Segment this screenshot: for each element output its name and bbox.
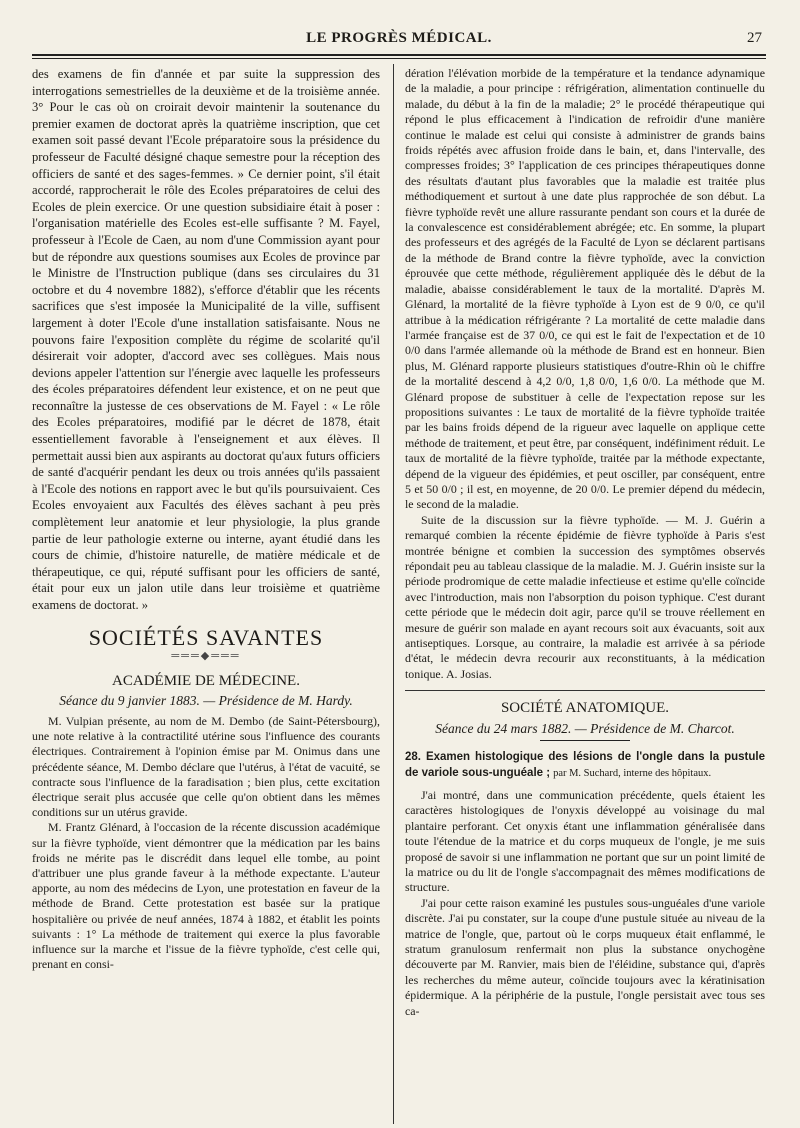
body-paragraph: M. Vulpian présente, au nom de M. Dembo (de Saint-Pétersbourg), une note relative à la contractilité utérine sous l'influence des courants électriques. Contrairement à l'opinion émise par M. Onimus dans une précédente séance, M. Dembo déclare que l'utérus, à l'état de vacuité, se contracte sous l'influence de la faradisation ; bien plus, cette excitation électrique serait plus accusée que celle qu'on obtient dans les mêmes conditions sur un utérus gravide.	[32, 713, 380, 820]
running-header	[32, 30, 766, 52]
body-paragraph: J'ai pour cette raison examiné les pustules sous-unguéales d'une variole discrète. J'ai pu constater, sur la coupe d'une pustule située au niveau de la matrice de l'ongle, que, partout où le corps muqueux était enflammé, le stratum granulosum renfermait non plus la substance onychogène découverte par M. Ranvier, mais bien de l'éléidine, substance qui, d'après les recherches du même auteur, coïncide toujours avec la kératinisation épidermique. A la périphérie de la pustule, l'ongle persistait avec tous ses ca-	[405, 895, 765, 1018]
article-byline: par M. Suchard, interne des hôpitaux.	[553, 768, 712, 780]
body-paragraph: Suite de la discussion sur la fièvre typhoïde. — M. J. Guérin a remarqué combien la récente épidémie de fièvre typhoïde à Paris s'est montrée bénigne et combien la succession des symptômes observés répondait peu au tableau classique de la maladie. M. J. Guérin insiste sur la période prodromique de cette maladie infectieuse et estime qu'elle coïncide avec l'introduction, mais non l'absorption du poison typhique. C'est durant cette période que le médecin doit agir, parce qu'il se trouve réellement en mesure de guérir son malade en ayant recours soit aux évacuants, soit aux antiseptiques. Lorsque, au contraire, la maladie est arrivée à sa période d'état, le médecin devra recourir aux reconstituants, à la médication tonique. A. Josias.	[405, 512, 765, 681]
body-paragraph: J'ai montré, dans une communication précédente, quels étaient les caractères histologiques de l'onyxis développé au voisinage du mal plantaire perforant. Cet onyxis étant une inflammation généralisée dans toute l'étendue de la matrice et du corps muqueux de l'ongle, je me suis proposé de savoir si une inflammation ne portant que sur un point limité de la matrice ou du lit de l'ongle s'accompagnait des mêmes modifications de structure.	[405, 787, 765, 895]
left-column	[32, 66, 380, 972]
body-paragraph: M. Frantz Glénard, à l'occasion de la récente discussion académique sur la fièvre typhoïde, vient démontrer que la médication par les bains froids ne mérite pas le discrédit dans lequel elle tombe, au point d'attribuer une plus grande faveur à la méthode expectante. L'auteur apporte, au nom des médecins de Lyon, une protestation en faveur de la méthode de Brand. Cette protestation est basée sur la pratique hospitalière ou privée de neuf années, 1874 à 1882, et établit les points suivants : 1° La méthode de traitement qui exerce la plus favorable influence sur la marche et l'issue de la fièvre typhoïde, c'est celle qui, prenant en consi-	[32, 820, 380, 972]
short-rule	[540, 740, 630, 741]
page-number: 27	[747, 30, 762, 46]
seance-line: Séance du 9 janvier 1883. — Présidence de M. Hardy.	[59, 693, 353, 709]
section-title: SOCIÉTÉS SAVANTES	[88, 624, 324, 650]
header-rule-thin	[32, 58, 766, 59]
society-heading: ACADÉMIE DE MÉDECINE.	[112, 672, 300, 689]
section-rule	[405, 690, 765, 691]
article-title: 28. Examen histologique des lésions de l'ongle dans la pustule de variole sous-unguéale ;	[405, 751, 765, 780]
seance-line: Séance du 24 mars 1882. — Présidence de M. Charcot.	[435, 720, 735, 736]
ornament: ═══◆═══	[171, 650, 241, 663]
header-rule-thick	[32, 54, 766, 56]
body-paragraph: dération l'élévation morbide de la température et la tendance adynamique de la maladie, a pour principe : réfrigération, alimentation continuelle du malade, du début à la fin de la maladie; 2° le procédé thérapeutique qui répond le plus efficacement à l'indication de refroidir d'une manière continue le malade est celui qui consiste à administrer de grands bains froids répétés avec affusion froide dans le bain, et, dans l'intervalle, des compresses froides; 3° l'application de ces principes thérapeutiques donne des résultats d'autant plus favorables que la maladie est traitée plus méthodiquement et surtout à une date plus rapprochée de son début. La fièvre typhoïde revêt une allure rassurante pendant son cours et la durée de la convalescence est considérablement abrégée; etc. En somme, la plupart des professeurs et des agrégés de la Faculté de Lyon se déclarent partisans de la méthode de Brand contre la fièvre typhoïde, avec la conviction éprouvée que cette méthode, régulièrement appliquée dès le début de la maladie, abaisse considérablement le taux de la mortalité. D'après M. Glénard, la mortalité de la fièvre typhoïde à Lyon est de 9 0/0, ce qu'il attribue à la médication réfrigérante ? La mortalité de cette maladie dans l'armée française est de 37 0/0, ce qui est le fait de l'expectation et de 10 0/0 dans l'armée allemande où la méthode de Brand est en honneur. Bien plus, M. Glénard rapporte plusieurs statistiques d'outre-Rhin où le chiffre de la mortalité descend à 4,2 0/0, 1,8 0/0, 1,6 0/0. La méthode que M. Glénard propose de substituer à celle de l'expectation repose sur les propositions suivantes : Le taux de mortalité de la fièvre typhoïde traitée par les bains froids dépend de la rigueur avec laquelle on applique cette méthode de traitement, et peut être, par conséquent, indéfiniment réduit. Le taux de mortalité de la fièvre typhoïde, traitée par la méthode expectante, dépend de la vigueur des épidémies, et peut osciller, par conséquent, entre 5 et 50 0/0 ; il est, en moyenne, de 20 0/0. Le premier dépend du médecin, le second de la maladie.	[405, 66, 765, 512]
society-heading: SOCIÉTÉ ANATOMIQUE.	[500, 700, 670, 717]
journal-title: LE PROGRÈS MÉDICAL.	[306, 30, 492, 46]
body-paragraph: des examens de fin d'année et par suite la suppression des interrogations semestrielles de la deuxième et de la troisième année. 3° Pour le cas où on croirait devoir maintenir la soutenance du premier examen de doctorat après la quatrième inscription, que cet examen soit passé devant l'Ecole préparatoire sous la présidence du professeur de Faculté désigné chaque semestre pour la réception des officiers de santé et des sages-femmes. » Ce dernier point, s'il était accordé, rapprocherait le rôle des Ecoles préparatoires de celui des Ecoles de plein exercice. Or une question subsidiaire était à poser : l'organisation matérielle des Ecoles est-elle suffisante ? M. Fayel, professeur à l'Ecole de Caen, au nom d'une Commission ayant pour but de répondre aux questions soumises aux Ecoles de province par le Ministre de l'Instruction publique (dans ses circulaires du 31 octobre et du 4 novembre 1882), s'efforce d'établir que les récents sacrifices que s'est imposée la Municipalité de la ville, suffisent largement à doter l'Ecole d'une installation satisfaisante. Nous ne pouvons faire l'exposition complète du régime de scolarité qu'il désirerait voir adopter, d'accord avec ses collègues. Mais nous devions appeler l'attention sur l'énergie avec laquelle les professeurs des écoles préparatoires défendent leur existence, et on ne peut que reconnaître la justesse de ces observations de M. Fayel : « Le rôle des Ecoles préparatoires, modifié par le décret de 1878, était essentiellement favorable à l'enseignement et aux élèves. Il permettait aussi bien aux aspirants au doctorat qu'aux futurs officiers de santé d'acquérir pendant les deux ou trois années qu'ils passaient à l'Ecole des notions en rapport avec le but qu'ils poursuivaient. Ces Ecoles envoyaient aux Facultés des élèves sachant à peu près complètement leur anatomie et leur physiologie, la plus grande partie de leur pathologie externe ou interne, ayant étudié dans les cours de chimie, d'histoire naturelle, de matière médicale et de thérapeutique, ce qui, réputé suffisant pour les officiers de santé, était pour eux un jalon utile dans leur troisième et quatrième examens de doctorat. »	[32, 67, 380, 612]
right-column	[405, 66, 765, 1019]
column-divider	[393, 64, 394, 1124]
